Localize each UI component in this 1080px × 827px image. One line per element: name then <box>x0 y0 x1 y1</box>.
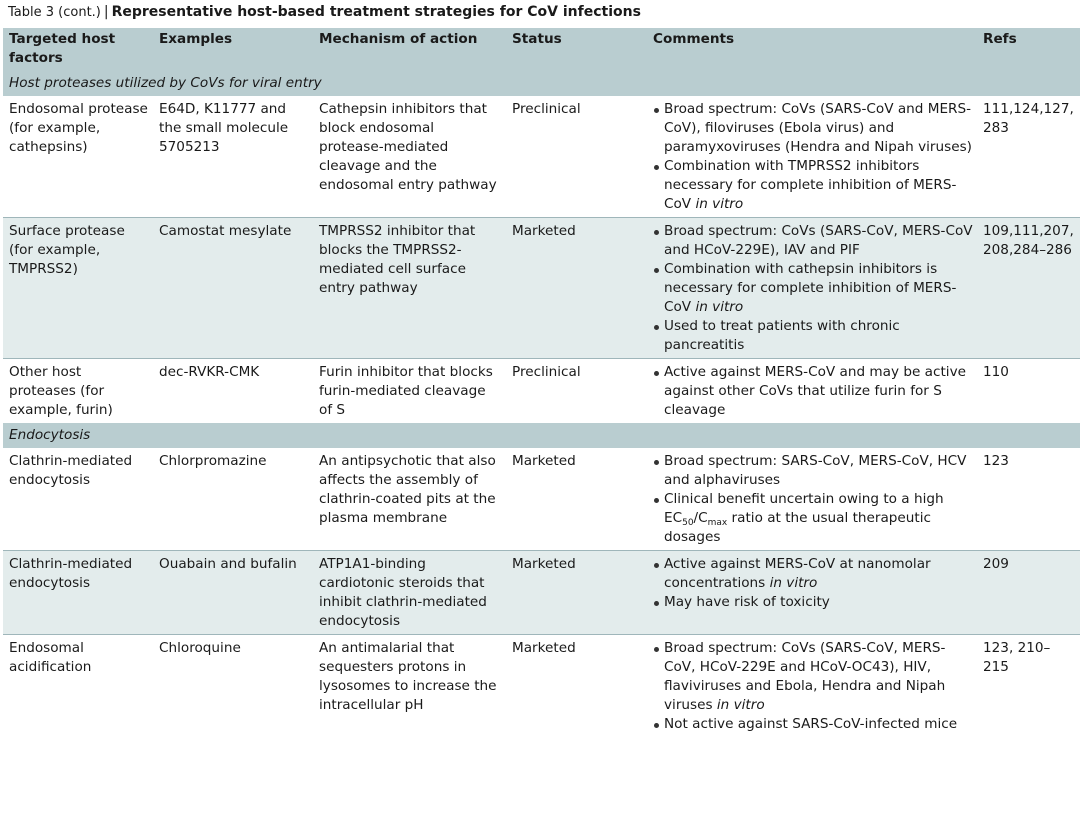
cell-examples: E64D, K11777 and the small molecule 5705213 <box>153 96 313 218</box>
ec-subscript: 50 <box>682 518 694 528</box>
comment-list <box>653 222 973 355</box>
cell-refs: 111,124,127, 283 <box>977 96 1080 218</box>
cell-mechanism: Furin inhibitor that blocks furin-mediated cleavage of S <box>319 364 493 418</box>
comment-item <box>653 490 973 547</box>
comment-italic: in vitro <box>769 575 818 591</box>
table-row <box>3 448 1080 551</box>
cell-mechanism: An antimalarial that sequesters protons in lysosomes to increase the intracellular pH <box>319 640 497 713</box>
header-comments: Comments <box>647 28 977 71</box>
section-row <box>3 71 1080 96</box>
section-title: Endocytosis <box>3 423 1080 448</box>
cell-comments <box>647 218 977 359</box>
header-mechanism: Mechanism of action <box>313 28 506 71</box>
cell-examples: dec-RVKR-CMK <box>159 364 260 380</box>
comment-text: Clinical benefit uncertain owing to a high <box>664 491 944 507</box>
cell-refs: 209 <box>977 551 1080 635</box>
comment-item <box>653 715 973 734</box>
section-row <box>3 423 1080 448</box>
section-title: Host proteases utilized by CoVs for viral entry <box>3 71 1080 96</box>
cell-refs: 110 <box>983 364 1009 380</box>
cell-factor: Clathrin-mediated endocytosis <box>3 448 153 551</box>
comment-item <box>653 157 973 214</box>
comment-item <box>653 363 973 420</box>
treatment-table <box>3 28 1080 737</box>
cell-examples: Chlorpromazine <box>153 448 313 551</box>
table-row <box>3 635 1080 738</box>
cell-factor: Clathrin-mediated endocytosis <box>3 551 153 635</box>
comment-list <box>653 555 973 612</box>
cmax-label: /C <box>693 510 708 526</box>
comment-text: Broad spectrum: CoVs (SARS-CoV, MERS-CoV and HCoV-229E), IAV and PIF <box>664 223 973 258</box>
table-row <box>3 551 1080 635</box>
comment-text: Active against MERS-CoV at nanomolar concentrations <box>664 556 931 591</box>
cell-examples: Camostat mesylate <box>153 218 313 359</box>
table-row <box>3 218 1080 359</box>
header-refs: Refs <box>977 28 1080 71</box>
header-row <box>3 28 1080 71</box>
cell-refs: 123 <box>977 448 1080 551</box>
cell-status: Marketed <box>512 640 576 656</box>
table-row <box>3 359 1080 424</box>
table-body <box>3 71 1080 737</box>
cell-factor: Surface protease (for example, TMPRSS2) <box>3 218 153 359</box>
comment-list <box>653 639 973 734</box>
cell-comments <box>647 448 977 551</box>
cell-factor: Endosomal acidification <box>9 640 92 675</box>
caption-prefix: Table 3 (cont.) <box>8 5 101 20</box>
comment-text: May have risk of toxicity <box>664 594 830 610</box>
table-caption <box>8 3 641 22</box>
comment-text: Broad spectrum: SARS-CoV, MERS-CoV, HCV and alphaviruses <box>664 453 967 488</box>
comment-text: Combination with TMPRSS2 inhibitors necessary for complete inhibition of MERS-CoV <box>664 158 957 212</box>
cell-refs: 123, 210–215 <box>983 640 1051 675</box>
comment-list <box>653 452 973 547</box>
comment-text: Active against MERS-CoV and may be active against other CoVs that utilize furin for S cleavage <box>664 364 966 418</box>
comment-text: Broad spectrum: CoVs (SARS-CoV, MERS-CoV, HCoV-229E and HCoV-OC43), HIV, flaviviruses and Ebola, Hendra and Nipah viruses <box>664 640 946 713</box>
comment-item <box>653 317 973 355</box>
cell-comments <box>647 359 977 424</box>
cmax-subscript: max <box>707 518 728 528</box>
cell-status: Marketed <box>506 448 647 551</box>
cell-mechanism: ATP1A1-binding cardiotonic steroids that inhibit clathrin-mediated endocytosis <box>313 551 506 635</box>
cell-mechanism: TMPRSS2 inhibitor that blocks the TMPRSS2-mediated cell surface entry pathway <box>313 218 506 359</box>
comment-text-after: ratio at the usual therapeutic dosages <box>664 510 931 545</box>
comment-item <box>653 555 973 593</box>
comment-item <box>653 593 973 612</box>
comment-italic: in vitro <box>695 299 744 315</box>
comment-list <box>653 363 973 420</box>
cell-comments <box>647 96 977 218</box>
cell-factor: Endosomal protease (for example, cathepsins) <box>3 96 153 218</box>
header-factors: Targeted host factors <box>3 28 153 71</box>
comment-item <box>653 639 973 715</box>
cell-status: Marketed <box>506 551 647 635</box>
header-status: Status <box>506 28 647 71</box>
cell-status: Preclinical <box>506 96 647 218</box>
cell-mechanism: An antipsychotic that also affects the assembly of clathrin-coated pits at the plasma membrane <box>313 448 506 551</box>
header-examples: Examples <box>153 28 313 71</box>
cell-refs: 109,111,207, 208,284–286 <box>977 218 1080 359</box>
comment-text: Combination with cathepsin inhibitors is necessary for complete inhibition of MERS-CoV <box>664 261 957 315</box>
table-row <box>3 96 1080 218</box>
cell-factor: Other host proteases (for example, furin) <box>9 364 113 418</box>
cell-comments <box>647 635 977 738</box>
comment-item <box>653 100 973 157</box>
cell-examples: Chloroquine <box>159 640 241 656</box>
cell-status: Marketed <box>506 218 647 359</box>
comment-text: Broad spectrum: CoVs (SARS-CoV and MERS-CoV), filoviruses (Ebola virus) and paramyxoviruses (Hendra and Nipah viruses) <box>664 101 972 155</box>
cell-status: Preclinical <box>512 364 581 380</box>
comment-item <box>653 260 973 317</box>
caption-title: Representative host-based treatment strategies for CoV infections <box>111 4 641 20</box>
caption-separator: | <box>103 4 109 20</box>
cell-examples: Ouabain and bufalin <box>153 551 313 635</box>
cell-comments <box>647 551 977 635</box>
comment-italic: in vitro <box>695 196 744 212</box>
comment-text: Used to treat patients with chronic pancreatitis <box>664 318 900 353</box>
comment-italic: in vitro <box>716 697 765 713</box>
ec-label: EC <box>664 510 683 526</box>
comment-list <box>653 100 973 214</box>
cell-mechanism: Cathepsin inhibitors that block endosomal protease-mediated cleavage and the endosomal entry pathway <box>313 96 506 218</box>
comment-item <box>653 222 973 260</box>
comment-text: Not active against SARS-CoV-infected mice <box>664 716 958 732</box>
comment-item <box>653 452 973 490</box>
